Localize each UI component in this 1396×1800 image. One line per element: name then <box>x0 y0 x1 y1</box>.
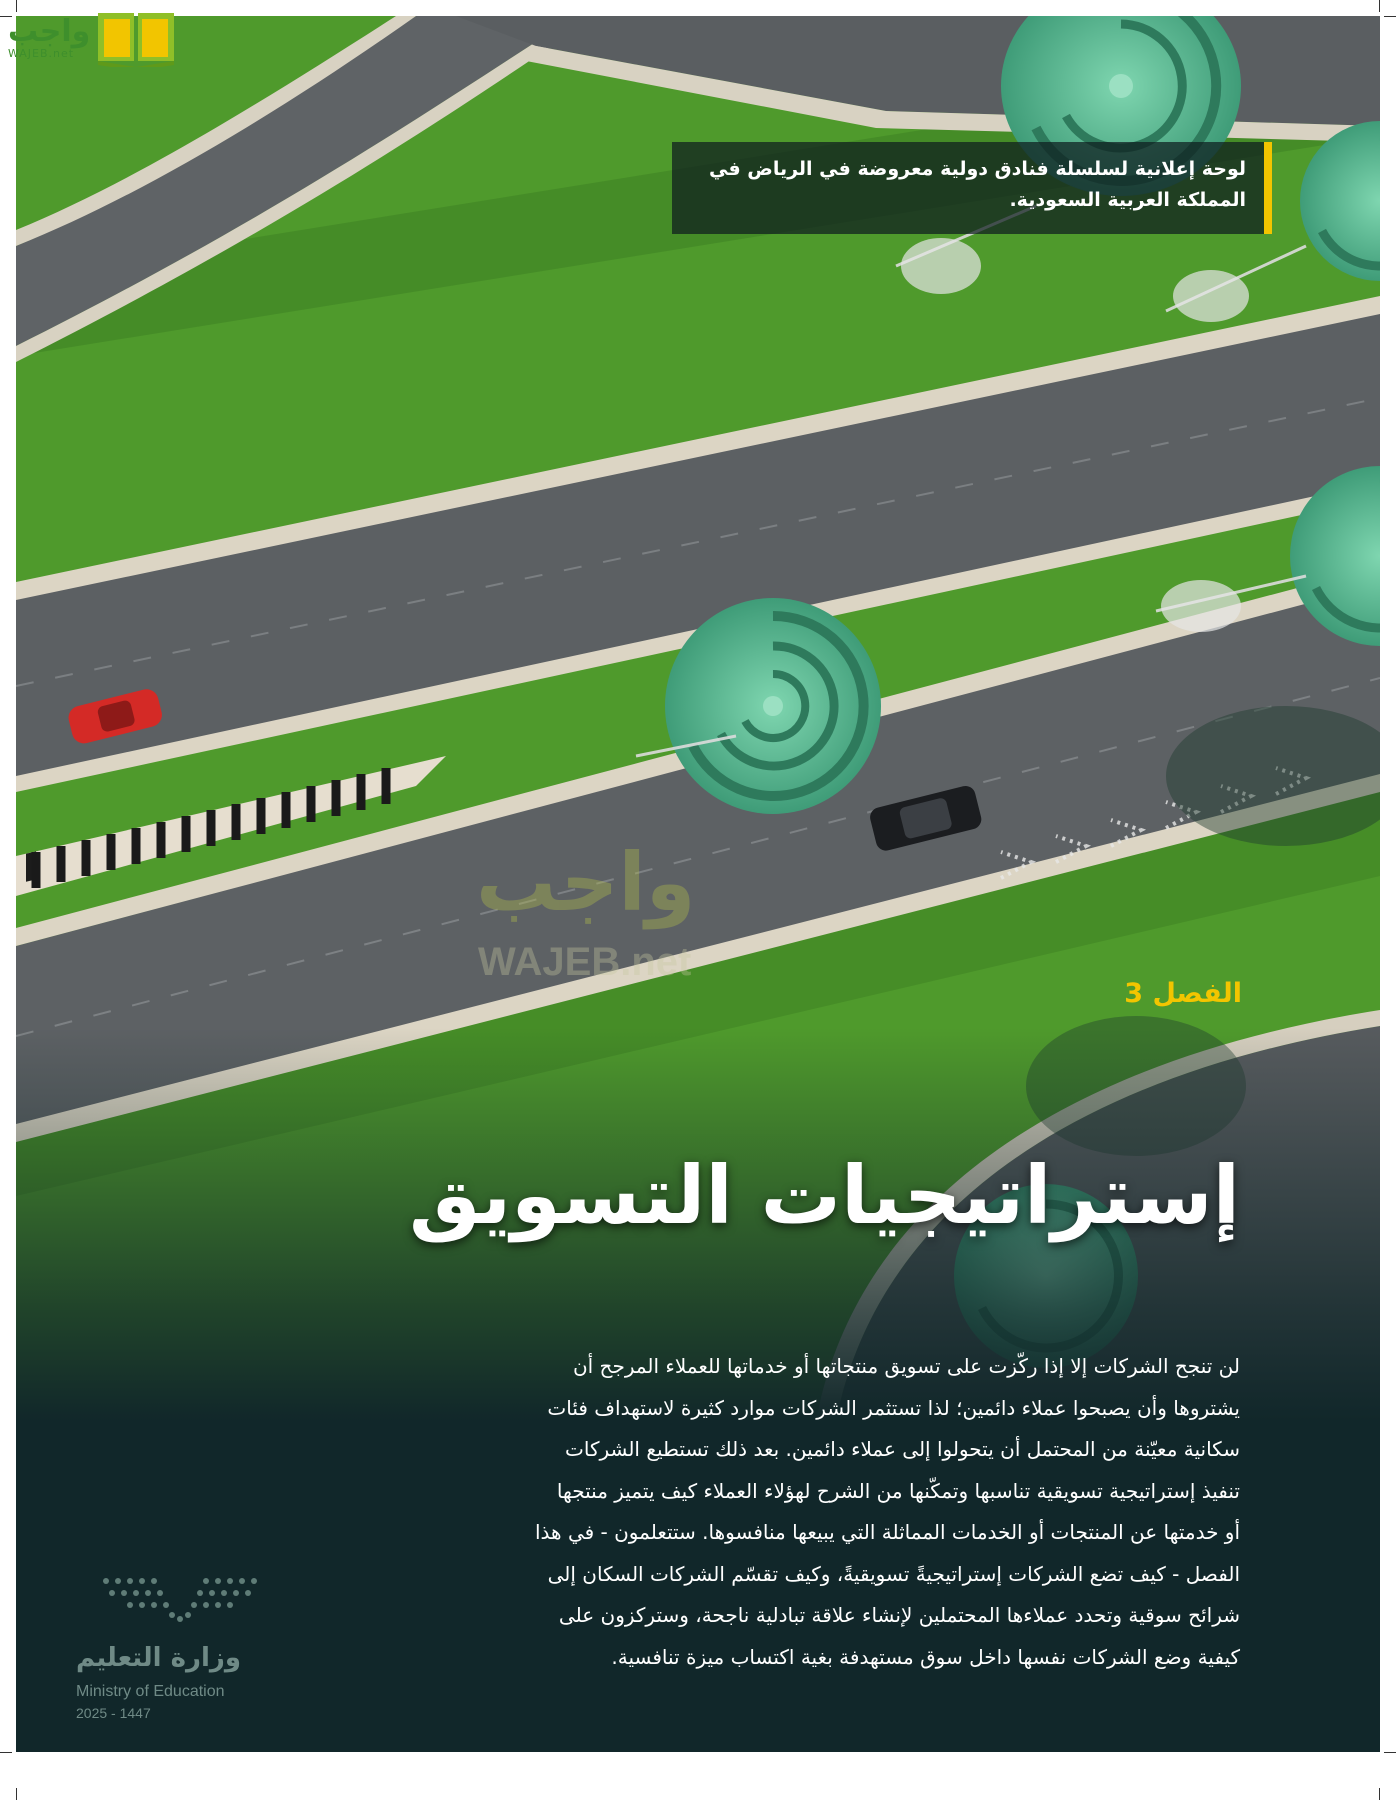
wajeb-site-logo[interactable] <box>8 6 198 70</box>
chapter-title: إستراتيجيات التسويق <box>408 1149 1240 1242</box>
photo-caption: لوحة إعلانية لسلسلة فنادق دولية معروضة في الرياض في المملكة العربية السعودية. <box>672 142 1272 234</box>
chapter-number: الفصل 3 <box>1124 978 1242 1009</box>
ministry-name-ar: وزارة التعليم <box>76 1643 241 1673</box>
crop-mark <box>1384 16 1396 17</box>
book-icon <box>96 9 176 67</box>
watermark-text-ar: واجب <box>476 836 696 929</box>
logo-domain: WAJEB.net <box>8 46 75 60</box>
logo-text: واجب <box>8 13 91 49</box>
intro-line: شرائح سوقية وتحدد عملاءها المحتملين لإنشاء علاقة تبادلية ناجحة، وستركزون على <box>558 1603 1240 1627</box>
ministry-logo-icon <box>96 1571 266 1631</box>
chapter-cover-page <box>16 16 1380 1752</box>
ministry-year: 2025 - 1447 <box>76 1705 151 1721</box>
intro-line: يشتروها وأن يصبحوا عملاء دائمين؛ لذا تستثمر الشركات موارد كثيرة لاستهداف فئات <box>547 1395 1240 1420</box>
crop-mark <box>1379 1788 1380 1800</box>
ministry-of-education-logo <box>76 1571 276 1751</box>
intro-line: كيفية وضع الشركات نفسها داخل سوق مستهدفة بغية اكتساب ميزة تنافسية. <box>611 1644 1240 1669</box>
ministry-name-en: Ministry of Education <box>76 1683 225 1700</box>
crop-mark <box>1384 1752 1396 1753</box>
watermark-text-en: WAJEB.net <box>478 940 692 984</box>
crop-mark <box>0 1752 12 1753</box>
intro-paragraph <box>390 1346 1240 1678</box>
intro-line: لن تنجح الشركات إلا إذا ركّزت على تسويق منتجاتها أو خدماتها للعملاء المرجح أن <box>572 1354 1240 1378</box>
intro-line: سكانية معيّنة من المحتمل أن يتحولوا إلى عملاء دائمين. بعد ذلك تستطيع الشركات <box>565 1437 1240 1461</box>
crop-mark <box>1379 0 1380 12</box>
crop-mark <box>16 1788 17 1800</box>
intro-line: الفصل - كيف تضع الشركات إستراتيجيةً تسويقيةً، وكيف تقسّم الشركات السكان إلى <box>547 1561 1240 1586</box>
intro-line: تنفيذ إستراتيجية تسويقية تناسبها وتمكّنها من الشرح لهؤلاء العملاء كيف يتميز منتجها <box>556 1478 1240 1503</box>
intro-line: أو خدمتها عن المنتجات أو الخدمات المماثلة التي يبيعها منافسوها. ستتعلمون - في هذا <box>535 1520 1240 1544</box>
